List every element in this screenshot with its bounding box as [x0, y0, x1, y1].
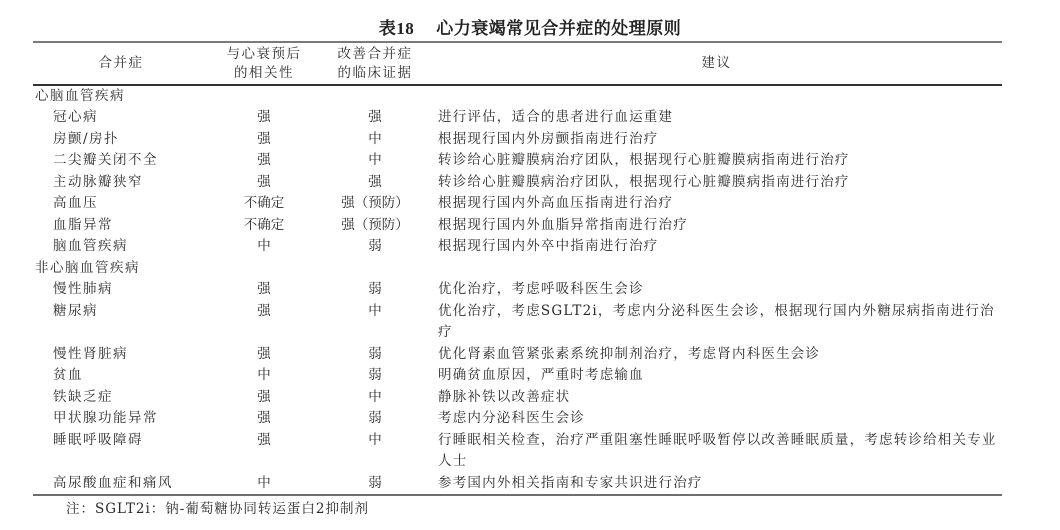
condition-cell: 睡眠呼吸障碍 — [53, 431, 143, 448]
evidence-cell: 中 — [368, 302, 382, 319]
prognosis-cell: 强 — [257, 345, 271, 362]
table-row — [33, 129, 1002, 151]
header-recommendation: 建议 — [701, 55, 732, 71]
condition-cell: 糖尿病 — [53, 302, 98, 319]
recommendation-cell: 根据现行国内外房颤指南进行治疗 — [438, 130, 659, 147]
comorbidity-table — [33, 41, 1002, 496]
table-row — [33, 473, 1002, 495]
table-row — [33, 365, 1002, 387]
evidence-cell: 中 — [368, 130, 382, 147]
header-comorbidity: 合并症 — [98, 55, 144, 71]
prognosis-cell: 中 — [257, 367, 271, 383]
prognosis-cell: 中 — [257, 238, 271, 254]
prognosis-cell: 中 — [257, 474, 271, 491]
evidence-cell: 弱 — [368, 367, 382, 383]
evidence-cell: 中 — [368, 152, 382, 168]
prognosis-cell: 不确定 — [243, 216, 285, 233]
evidence-cell: 强（预防） — [341, 216, 409, 233]
evidence-cell: 强（预防） — [341, 195, 409, 211]
recommendation-cell: 根据现行国内外血脂异常指南进行治疗 — [438, 216, 688, 233]
condition-cell: 二尖瓣关闭不全 — [53, 152, 158, 168]
table-header — [33, 43, 1002, 84]
prognosis-cell: 强 — [257, 431, 271, 448]
table-row — [33, 236, 1002, 258]
evidence-cell: 强 — [368, 173, 382, 190]
condition-cell: 冠心病 — [53, 109, 98, 125]
recommendation-cell: 根据现行国内外高血压指南进行治疗 — [438, 195, 674, 211]
table-row — [33, 150, 1002, 172]
prognosis-cell: 强 — [257, 109, 271, 125]
recommendation-cell: 转诊给心脏瓣膜病治疗团队，根据现行心脏瓣膜病指南进行治疗 — [438, 173, 850, 190]
evidence-cell: 弱 — [368, 474, 382, 491]
condition-cell: 慢性肺病 — [53, 281, 113, 297]
table-row — [33, 279, 1002, 301]
header-prognosis: 与心衰预后 的相关性 — [226, 45, 302, 81]
prognosis-cell: 强 — [257, 410, 271, 426]
table-footnote: 注：SGLT2i：钠-葡萄糖协同转运蛋白2抑制剂 — [66, 501, 369, 517]
condition-cell: 铁缺乏症 — [53, 388, 113, 405]
prognosis-cell: 不确定 — [243, 195, 285, 211]
table-bottom-rule — [33, 494, 1002, 496]
table-row — [33, 387, 1002, 409]
table-title — [0, 14, 1060, 39]
condition-cell: 贫血 — [53, 367, 83, 383]
recommendation-cell: 优化治疗，考虑SGLT2i，考虑内分泌科医生会诊，根据现行国内外糖尿病指南进行治疗 — [438, 302, 995, 340]
recommendation-cell: 参考国内外相关指南和专家共识进行治疗 — [438, 474, 703, 491]
recommendation-cell: 行睡眠相关检查，治疗严重阻塞性睡眠呼吸暂停以改善睡眠质量，考虑转诊给相关专业人士 — [438, 431, 997, 469]
recommendation-cell: 明确贫血原因，严重时考虑输血 — [438, 367, 644, 383]
table-row — [33, 193, 1002, 215]
table-row — [33, 301, 1002, 344]
table-row — [33, 408, 1002, 430]
prognosis-cell: 强 — [257, 130, 271, 147]
table-row — [33, 172, 1002, 194]
prognosis-cell: 强 — [257, 281, 271, 297]
evidence-cell: 弱 — [368, 345, 382, 362]
evidence-cell: 弱 — [368, 281, 382, 297]
evidence-cell: 中 — [368, 431, 382, 448]
condition-cell: 主动脉瓣狭窄 — [53, 173, 143, 190]
condition-cell: 房颤/房扑 — [53, 130, 120, 147]
evidence-cell: 弱 — [368, 410, 382, 426]
recommendation-cell: 根据现行国内外卒中指南进行治疗 — [438, 238, 659, 254]
recommendation-cell: 优化肾素血管紧张素系统抑制剂治疗，考虑肾内科医生会诊 — [438, 345, 821, 362]
prognosis-cell: 强 — [257, 152, 271, 168]
condition-cell: 高尿酸血症和痛风 — [53, 474, 173, 491]
table-row — [33, 215, 1002, 237]
header-evidence: 改善合并症 的临床证据 — [337, 45, 413, 81]
recommendation-cell: 静脉补铁以改善症状 — [438, 388, 571, 405]
evidence-cell: 强 — [368, 109, 382, 125]
table-row — [33, 107, 1002, 129]
condition-cell: 高血压 — [53, 195, 98, 211]
condition-cell: 血脂异常 — [53, 216, 113, 233]
evidence-cell: 弱 — [368, 238, 382, 254]
condition-cell: 甲状腺功能异常 — [53, 410, 158, 426]
recommendation-cell: 考虑内分泌科医生会诊 — [438, 410, 585, 426]
evidence-cell: 中 — [368, 388, 382, 405]
prognosis-cell: 强 — [257, 302, 271, 319]
table-caption: 心力衰竭常见合并症的处理原则 — [436, 19, 682, 39]
recommendation-cell: 优化治疗，考虑呼吸科医生会诊 — [438, 281, 644, 297]
prognosis-cell: 强 — [257, 173, 271, 190]
group-heading: 非心脑血管疾病 — [35, 259, 140, 276]
table-row — [33, 344, 1002, 366]
condition-cell: 慢性肾脏病 — [53, 345, 128, 362]
table-number: 表18 — [378, 19, 415, 38]
group-heading: 心脑血管疾病 — [35, 87, 125, 104]
prognosis-cell: 强 — [257, 388, 271, 405]
condition-cell: 脑血管疾病 — [53, 238, 128, 254]
recommendation-cell: 进行评估，适合的患者进行血运重建 — [438, 109, 674, 125]
table-body — [33, 86, 1002, 495]
table-row — [33, 430, 1002, 473]
recommendation-cell: 转诊给心脏瓣膜病治疗团队，根据现行心脏瓣膜病指南进行治疗 — [438, 152, 850, 168]
